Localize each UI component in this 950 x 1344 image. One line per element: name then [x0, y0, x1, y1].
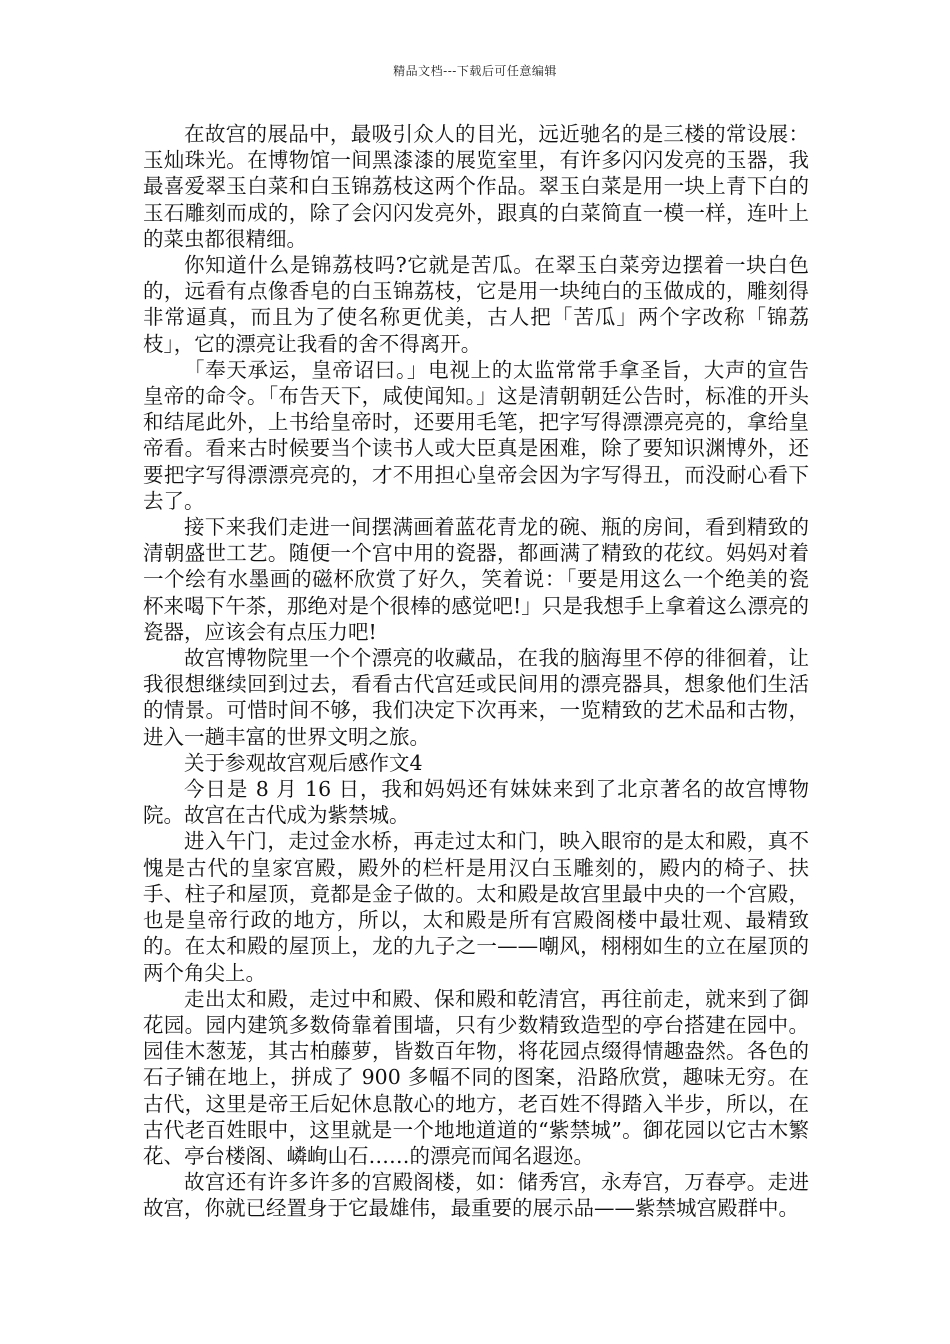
paragraph: 故宫还有许多许多的宫殿阁楼，如：储秀宫，永寿宫，万春亭。走进故宫，你就已经置身于它最雄伟，最重要的展示品——紫禁城宫殿群中。: [143, 1170, 809, 1221]
paragraph: 接下来我们走进一间摆满画着蓝花青龙的碗、瓶的房间，看到精致的清朝盛世工艺。随便一个宫中用的瓷器，都画满了精致的花纹。妈妈对着一个绘有水墨画的磁杯欣赏了好久，笑着说：「要是用这么一个绝美的瓷杯来喝下午茶，那绝对是个很棒的感觉吧!」只是我想手上拿着这么漂亮的瓷器，应该会有点压力吧!: [143, 515, 809, 644]
paragraph: 走出太和殿，走过中和殿、保和殿和乾清宫，再往前走，就来到了御花园。园内建筑多数倚靠着围墙，只有少数精致造型的亭台搭建在园中。园佳木葱茏，其古柏藤萝，皆数百年物，将花园点缀得情趣盎然。各色的石子铺在地上，拼成了 900 多幅不同的图案，沿路欣赏，趣味无穷。在古代，这里是帝王后妃休息散心的地方，老百姓不得踏入半步，所以，在古代老百姓眼中，这里就是一个地地道道的“紫禁城”。御花园以它古木繁花、亭台楼阁、嶙峋山石……的漂亮而闻名遐迩。: [143, 986, 809, 1168]
paragraph: 故宫博物院里一个个漂亮的收藏品，在我的脑海里不停的徘徊着，让我很想继续回到过去，看看古代宫廷或民间用的漂亮器具，想象他们生活的情景。可惜时间不够，我们决定下次再来，一览精致的艺术品和古物，进入一趟丰富的世界文明之旅。: [143, 646, 809, 749]
page-header: 精品文档---下载后可任意编辑: [393, 64, 557, 78]
paragraph: 进入午门，走过金水桥，再走过太和门，映入眼帘的是太和殿，真不愧是古代的皇家宫殿，殿外的栏杆是用汉白玉雕刻的，殿内的椅子、扶手、柱子和屋顶，竟都是金子做的。太和殿是故宫里最中央的一个宫殿，也是皇帝行政的地方，所以，太和殿是所有宫殿阁楼中最壮观、最精致的。在太和殿的屋顶上，龙的九子之一——嘲风，栩栩如生的立在屋顶的两个角尖上。: [143, 829, 809, 985]
section-heading: 关于参观故宫观后感作文4: [184, 750, 423, 775]
document-body: [143, 121, 809, 1222]
paragraph: 你知道什么是锦荔枝吗?它就是苦瓜。在翠玉白菜旁边摆着一块白色的，远看有点像香皂的白玉锦荔枝，它是用一块纯白的玉做成的，雕刻得非常逼真，而且为了使名称更优美，古人把「苦瓜」两个字改称「锦荔枝」，它的漂亮让我看的舍不得离开。: [143, 253, 809, 356]
paragraph: 「奉天承运，皇帝诏曰。」电视上的太监常常手拿圣旨，大声的宣告皇帝的命令。「布告天下，咸使闻知。」这是清朝朝廷公告时，标准的开头和结尾此外，上书给皇帝时，还要用毛笔，把字写得漂漂亮亮的，拿给皇帝看。看来古时候要当个读书人或大臣真是困难，除了要知识渊博外，还要把字写得漂漂亮亮的，才不用担心皇帝会因为字写得丑，而没耐心看下去了。: [143, 357, 809, 513]
paragraph: 在故宫的展品中，最吸引众人的目光，远近驰名的是三楼的常设展：玉灿珠光。在博物馆一间黑漆漆的展览室里，有许多闪闪发亮的玉器，我最喜爱翠玉白菜和白玉锦荔枝这两个作品。翠玉白菜是用一块上青下白的玉石雕刻而成的，除了会闪闪发亮外，跟真的白菜简直一模一样，连叶上的菜虫都很精细。: [143, 122, 809, 251]
paragraph: 今日是 8 月 16 日，我和妈妈还有妹妹来到了北京著名的故宫博物院。故宫在古代成为紫禁城。: [143, 777, 809, 828]
